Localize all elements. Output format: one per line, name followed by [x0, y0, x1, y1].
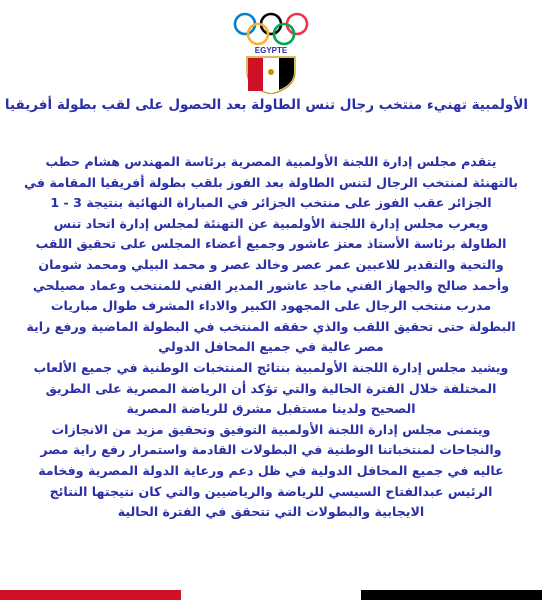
page-title: الأولمبية تهنيء منتخب رجال تنس الطاولة بعد الحصول على لقب بطولة أفريقيا: [4, 97, 528, 113]
body-line: ويعرب مجلس إدارة اللجنة الأولمبية عن التهنئة لمجلس إدارة اتحاد تنس: [53, 215, 489, 231]
body-line: الطاولة برئاسة الأستاذ معتز عاشور وجميع أعضاء المجلس على تحقيق اللقب: [35, 236, 507, 252]
body-line: يتقدم مجلس إدارة اللجنة الأولمبية المصرية برئاسة المهندس هشام حطب: [45, 154, 497, 169]
article-body: [10, 152, 532, 523]
body-line: البطولة حتى تحقيق اللقب والذي حققه المنتخب في البطولة الماضية ورفع راية: [26, 318, 516, 334]
body-line: والتحية والتقدير للاعبين عمر عصر وخالد عصر و محمد البيلي ومحمد شومان: [38, 256, 504, 272]
body-line: بالتهنئة لمنتخب الرجال لتنس الطاولة بعد الفوز بلقب بطولة أفريقيا المقامة في: [24, 174, 518, 190]
ring-blue-icon: [235, 14, 255, 34]
body-line: الرئيس عبدالفتاح السيسي للرياضة والرياضيين والتي كان نتيجتها النتائج: [49, 483, 493, 499]
ring-red-icon: [287, 14, 307, 34]
ring-black-icon: [261, 14, 281, 34]
body-line: الايجابية والبطولات التي تتحقق في الفترة الحالية: [117, 504, 425, 520]
flag-stripe-black: [361, 590, 542, 600]
body-line: عاليه في جميع المحافل الدولية في ظل دعم ورعاية الدولة المصرية وفخامة: [38, 462, 504, 478]
flag-stripe-white: [181, 590, 362, 600]
body-line: والنجاحات لمنتخباتنا الوطنية في البطولات القادمة واستمرار رفع راية مصر: [40, 442, 502, 458]
body-line: الجزائر عقب الفوز على منتخب الجزائر في المباراة النهائية بنتيجة 3 - 1: [50, 195, 492, 211]
body-line: مصر عالية في جميع المحافل الدولي: [158, 339, 384, 355]
egyptian-olympic-committee-logo-icon: [227, 10, 315, 94]
body-line: الصحيح ولدينا مستقبل مشرق للرياضة المصرية: [126, 401, 416, 417]
body-line: مدرب منتخب الرجال على المجهود الكبير والاداء المشرف طوال مباريات: [50, 298, 492, 314]
body-line: المختلفة خلال الفترة الحالية والتي تؤكد أن الرياضة المصرية على الطريق: [45, 380, 497, 396]
flag-stripe-red: [0, 590, 181, 600]
footer-flag-bar: [0, 590, 542, 600]
body-line: وأحمد صالح والجهاز الفني ماجد عاشور المدير الفني للمنتخب وعماد مصيلحي: [32, 277, 510, 293]
egypt-flag-shield-icon: [247, 57, 295, 94]
body-line: ويشيد مجلس إدارة اللجنة الأولمبية بنتائج المنتخبات الوطنية في جميع الألعاب: [33, 359, 509, 375]
body-line: ويتمنى مجلس إدارة اللجنة الأولمبية التوفيق وتحقيق مزيد من الانجازات: [51, 421, 491, 437]
ring-green-icon: [274, 24, 294, 44]
ring-yellow-icon: [248, 24, 268, 44]
logo-text: EGYPTE: [254, 46, 288, 55]
